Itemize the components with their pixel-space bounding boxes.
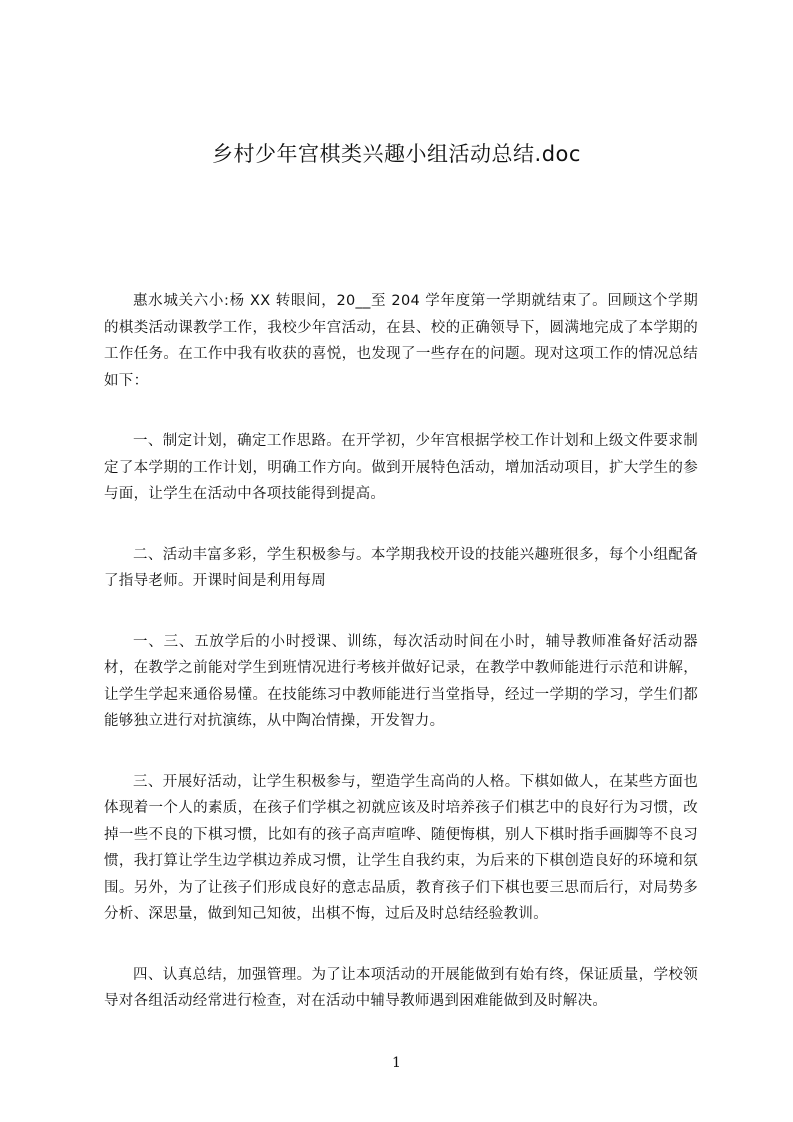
- paragraph-summary: 四、认真总结，加强管理。为了让本项活动的开展能做到有始有终，保证质量，学校领导对各组活动经常进行检查，对在活动中辅导教师遇到困难能做到及时解决。: [104, 966, 698, 1009]
- document-title: 乡村少年宫棋类兴趣小组活动总结.doc: [212, 142, 581, 166]
- paragraph-character: 三、开展好活动，让学生积极参与，塑造学生高尚的人格。下棋如做人，在某些方面也体现着一个人的素质，在孩子们学棋之初就应该及时培养孩子们棋艺中的良好行为习惯，改掉一些不良的下棋习惯，比如有的孩子高声喧哗、随便悔棋，别人下棋时指手画脚等不良习惯，我打算让学生边学棋边养成习惯，让学生自我约束，为后来的下棋创造良好的环境和氛围。另外，为了让孩子们形成良好的意志品质，教育孩子们下棋也要三思而后行，对局势多分析、深思量，做到知己知彼，出棋不悔，过后及时总结经验教训。: [104, 773, 698, 922]
- paragraph-plan: 一、制定计划，确定工作思路。在开学初，少年宫根据学校工作计划和上级文件要求制定了本学期的工作计划，明确工作方向。做到开展特色活动，增加活动项目，扩大学生的参与面，让学生在活动中各项技能得到提高。: [104, 433, 698, 502]
- document-body: [104, 288, 698, 1049]
- paragraph-activities: 二、活动丰富多彩，学生积极参与。本学期我校开设的技能兴趣班很多，每个小组配备了指导老师。开课时间是利用每周: [104, 546, 698, 589]
- paragraph-intro: 惠水城关六小:杨 XX 转眼间，20__至 204 学年度第一学期就结束了。回顾这个学期的棋类活动课教学工作，我校少年宫活动，在县、校的正确领导下，圆满地完成了本学期的工作任务。在工作中我有收获的喜悦，也发现了一些存在的问题。现对这项工作的情况总结如下：: [104, 293, 698, 389]
- page-number: 1: [392, 1055, 401, 1071]
- paragraph-schedule: 一、三、五放学后的小时授课、训练，每次活动时间在小时，辅导教师准备好活动器材，在教学之前能对学生到班情况进行考核并做好记录，在教学中教师能进行示范和讲解，让学生学起来通俗易懂。在技能练习中教师能进行当堂指导，经过一学期的学习，学生们都能够独立进行对抗演练，从中陶冶情操，开发智力。: [104, 633, 698, 729]
